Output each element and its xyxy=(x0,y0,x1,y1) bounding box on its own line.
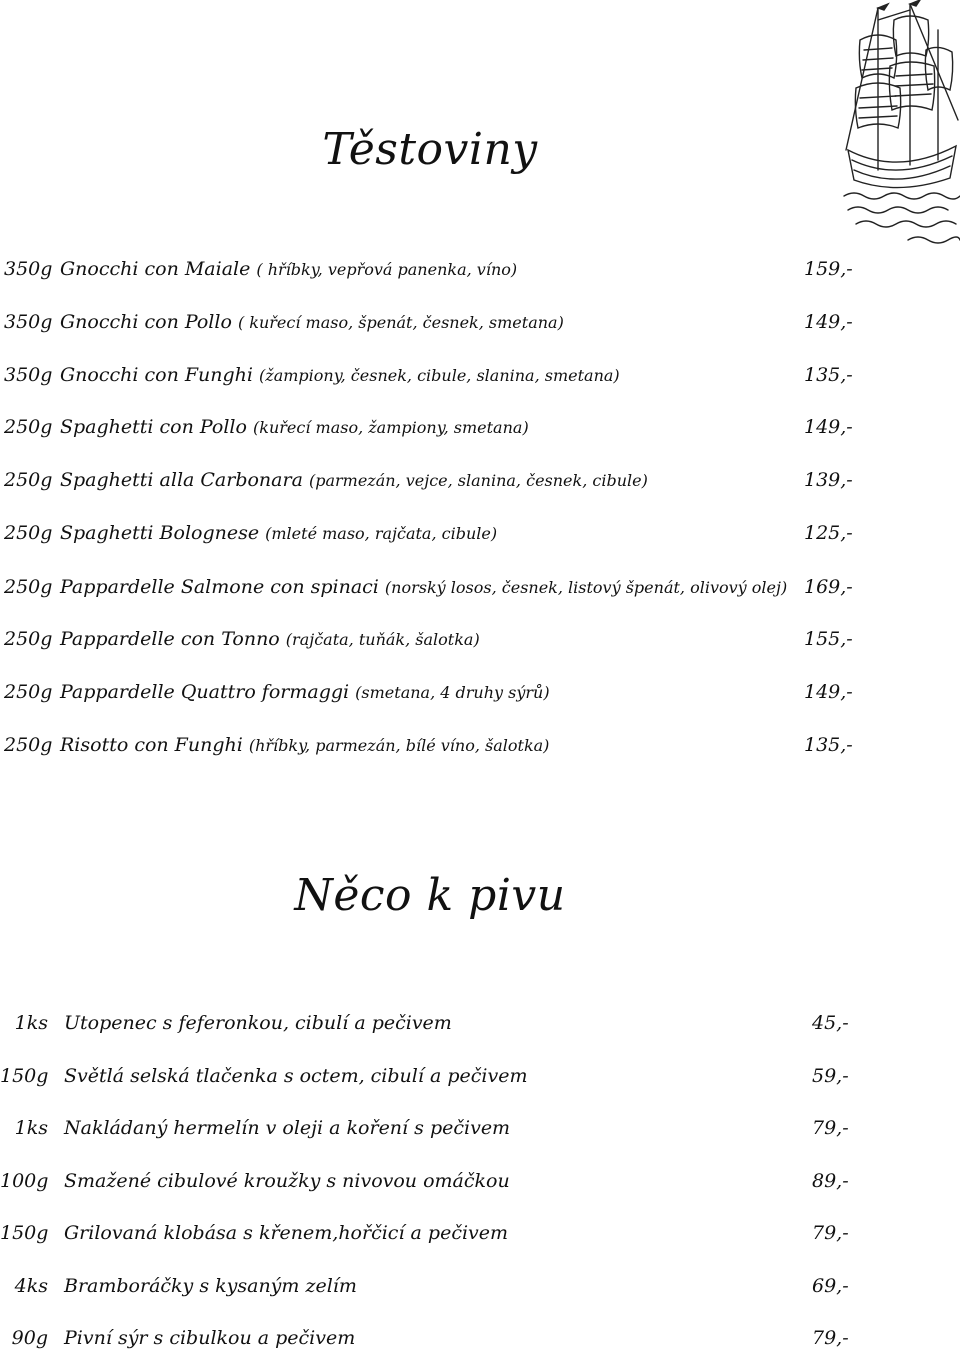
item-weight: 250g xyxy=(4,576,53,598)
item-name: Gnocchi con Pollo xyxy=(60,311,232,333)
item-name: Pivní sýr s cibulkou a pečivem xyxy=(64,1327,356,1349)
item-description: ( hříbky, vepřová panenka, víno) xyxy=(256,260,518,279)
item-name-wrap xyxy=(60,576,787,598)
item-price: 155,- xyxy=(804,628,853,650)
item-name: Gnocchi con Maiale xyxy=(60,258,251,280)
item-name: Smažené cibulové kroužky s nivovou omáčkou xyxy=(64,1170,510,1192)
item-name-wrap xyxy=(60,734,549,756)
item-price: 125,- xyxy=(804,522,853,544)
item-weight: 250g xyxy=(4,522,53,544)
item-weight: 150g xyxy=(0,1222,49,1244)
item-name: Gnocchi con Funghi xyxy=(60,364,253,386)
item-price: 79,- xyxy=(812,1117,849,1139)
item-description: ( kuřecí maso, špenát, česnek, smetana) xyxy=(237,313,564,332)
item-price: 59,- xyxy=(812,1065,849,1087)
item-name-wrap xyxy=(60,258,517,280)
item-price: 135,- xyxy=(804,734,853,756)
item-weight: 250g xyxy=(4,681,53,703)
menu-item xyxy=(0,416,960,450)
menu-item xyxy=(0,522,960,556)
section-title-neco-k-pivu: Něco k pivu xyxy=(294,870,566,921)
item-name-wrap xyxy=(60,681,550,703)
item-price: 135,- xyxy=(804,364,853,386)
item-name: Utopenec s feferonkou, cibulí a pečivem xyxy=(64,1012,452,1034)
item-weight: 250g xyxy=(4,734,53,756)
item-weight: 350g xyxy=(4,364,53,386)
item-name: Grilovaná klobása s křenem,hořčicí a pečivem xyxy=(64,1222,509,1244)
item-name-wrap xyxy=(60,628,480,650)
menu-item xyxy=(0,681,960,715)
item-description: (norský losos, česnek, listový špenát, olivový olej) xyxy=(384,578,788,597)
item-name: Risotto con Funghi xyxy=(60,734,243,756)
item-name: Nakládaný hermelín v oleji a koření s pečivem xyxy=(64,1117,511,1139)
item-name: Spaghetti alla Carbonara xyxy=(60,469,303,491)
menu-item xyxy=(0,1012,960,1046)
item-price: 169,- xyxy=(804,576,853,598)
item-price: 149,- xyxy=(804,416,853,438)
menu-item xyxy=(0,576,960,610)
menu-item xyxy=(0,628,960,662)
section-title-testoviny: Těstoviny xyxy=(322,124,538,175)
item-weight: 250g xyxy=(4,469,53,491)
item-description: (parmezán, vejce, slanina, česnek, cibule) xyxy=(308,471,648,490)
menu-item xyxy=(0,734,960,768)
item-price: 69,- xyxy=(812,1275,849,1297)
item-name: Spaghetti con Pollo xyxy=(60,416,247,438)
item-description: (hříbky, parmezán, bílé víno, šalotka) xyxy=(248,736,550,755)
item-price: 139,- xyxy=(804,469,853,491)
item-name: Pappardelle Quattro formaggi xyxy=(60,681,350,703)
item-weight: 4ks xyxy=(14,1275,48,1297)
menu-item xyxy=(0,1222,960,1256)
item-price: 79,- xyxy=(812,1327,849,1349)
item-weight: 350g xyxy=(4,258,53,280)
item-price: 79,- xyxy=(812,1222,849,1244)
item-description: (žampiony, česnek, cibule, slanina, smetana) xyxy=(259,366,620,385)
item-name-wrap xyxy=(60,416,529,438)
item-name-wrap xyxy=(60,364,620,386)
item-name: Světlá selská tlačenka s octem, cibulí a pečivem xyxy=(64,1065,528,1087)
menu-item xyxy=(0,311,960,345)
menu-item xyxy=(0,1327,960,1361)
item-weight: 90g xyxy=(11,1327,48,1349)
item-price: 149,- xyxy=(804,681,853,703)
item-name: Pappardelle Salmone con spinaci xyxy=(60,576,379,598)
item-weight: 350g xyxy=(4,311,53,333)
item-description: (mleté maso, rajčata, cibule) xyxy=(265,524,498,543)
item-price: 159,- xyxy=(804,258,853,280)
item-weight: 250g xyxy=(4,416,53,438)
item-description: (rajčata, tuňák, šalotka) xyxy=(285,630,480,649)
item-name-wrap xyxy=(60,522,497,544)
item-name-wrap xyxy=(60,311,564,333)
menu-item xyxy=(0,258,960,292)
item-description: (smetana, 4 druhy sýrů) xyxy=(355,683,550,702)
item-weight: 100g xyxy=(0,1170,49,1192)
item-name: Spaghetti Bolognese xyxy=(60,522,260,544)
item-name-wrap xyxy=(60,469,648,491)
menu-item xyxy=(0,1275,960,1309)
item-price: 149,- xyxy=(804,311,853,333)
item-weight: 1ks xyxy=(14,1012,48,1034)
item-weight: 250g xyxy=(4,628,53,650)
item-price: 89,- xyxy=(812,1170,849,1192)
item-weight: 150g xyxy=(0,1065,49,1087)
menu-item xyxy=(0,1170,960,1204)
menu-item xyxy=(0,1117,960,1151)
menu-item xyxy=(0,364,960,398)
item-price: 45,- xyxy=(812,1012,849,1034)
item-description: (kuřecí maso, žampiony, smetana) xyxy=(253,418,529,437)
item-name: Bramboráčky s kysaným zelím xyxy=(64,1275,357,1297)
item-name: Pappardelle con Tonno xyxy=(60,628,280,650)
item-weight: 1ks xyxy=(14,1117,48,1139)
menu-item xyxy=(0,1065,960,1099)
menu-item xyxy=(0,469,960,503)
